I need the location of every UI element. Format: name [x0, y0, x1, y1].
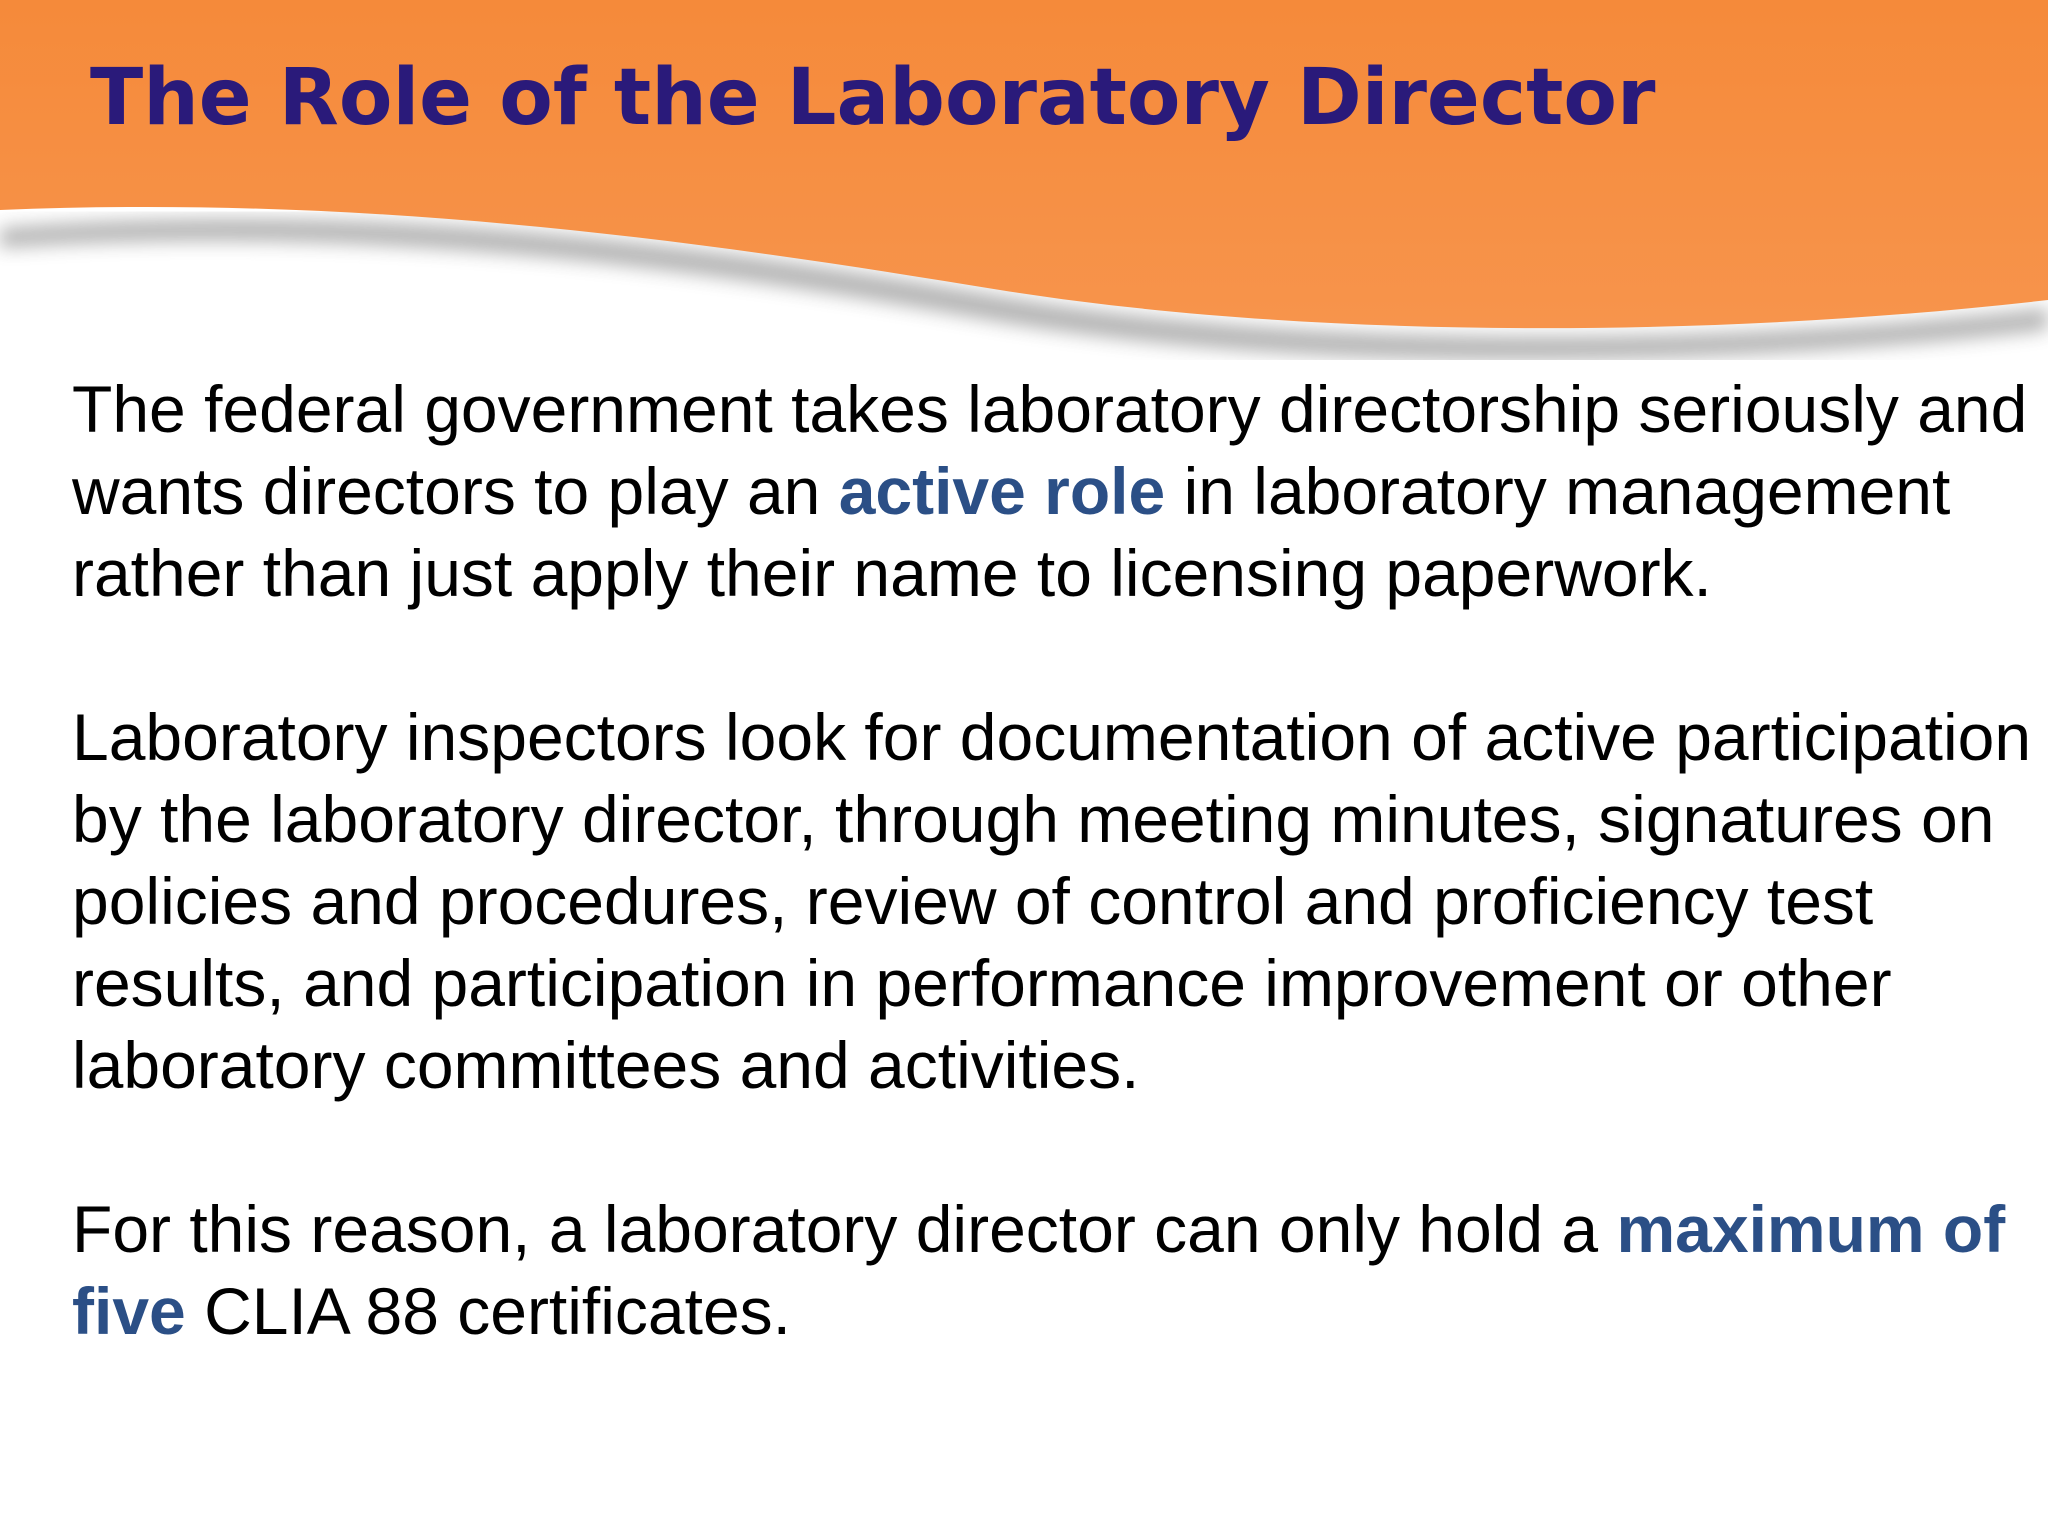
paragraph-director-role [72, 368, 2032, 614]
slide-title: The Role of the Laboratory Director [90, 53, 1656, 143]
paragraph-3-text: For this reason, a laboratory director can only hold a [72, 1192, 1617, 1266]
paragraph-1-text-end: in laboratory management rather than just apply their name to licensing paperwork. [72, 454, 1951, 610]
paragraph-3-text-end: CLIA 88 certificates. [185, 1274, 792, 1348]
slide-body [72, 368, 2032, 1434]
paragraph-certificate-limit [72, 1188, 2032, 1352]
paragraph-1-text: The federal government takes laboratory directorship seriously and wants directors to play an [72, 372, 2028, 528]
highlight-active-role: active role [838, 454, 1166, 528]
highlight-maximum-of-five: maximum of five [72, 1192, 2006, 1348]
paragraph-inspectors: Laboratory inspectors look for documentation of active participation by the laboratory director, through meeting minutes, signatures on policies and procedures, review of control and proficiency test results, and participation in performance improvement or other laboratory committees and activities. [72, 700, 2032, 1102]
